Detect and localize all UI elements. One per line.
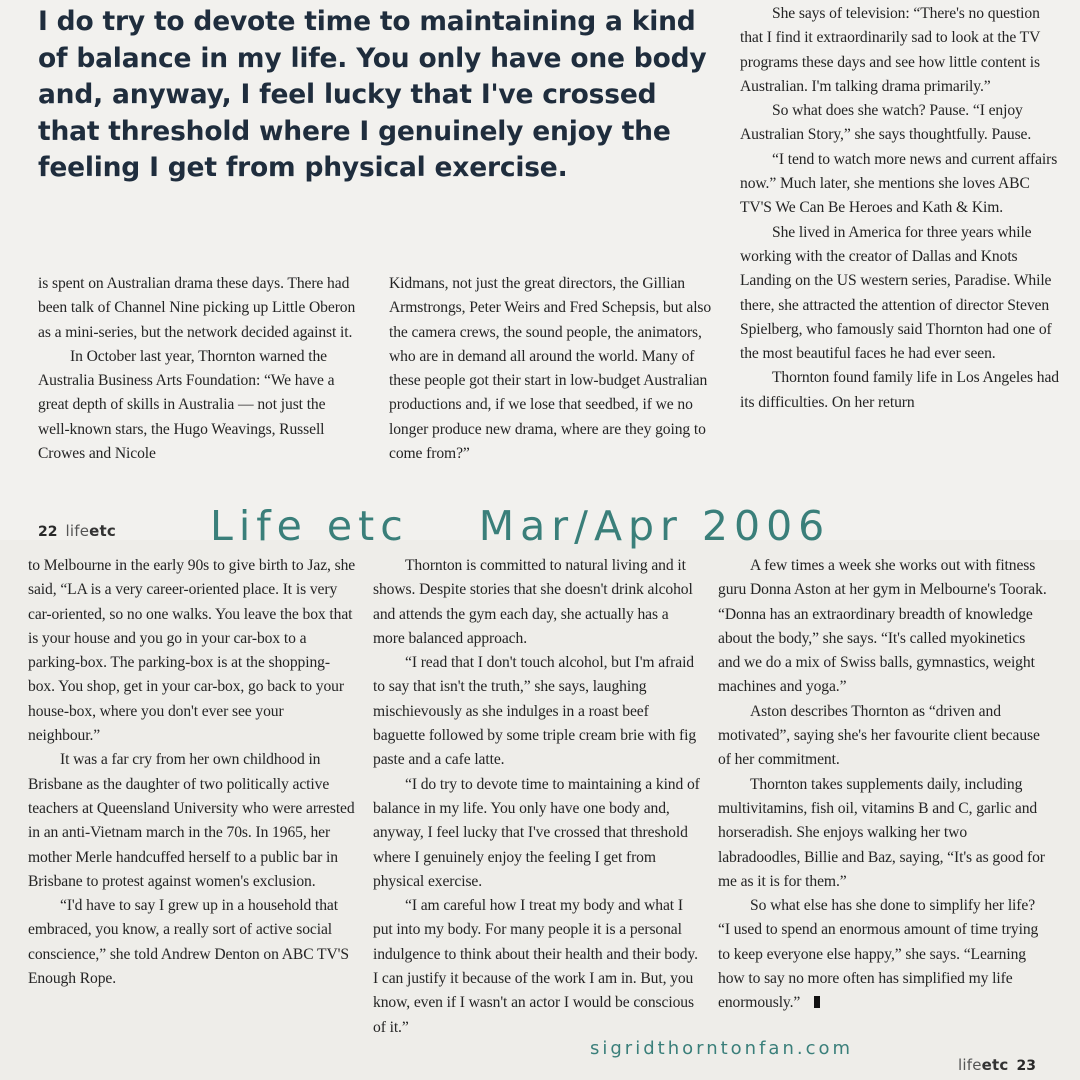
pull-quote: I do try to devote time to maintaining a kind of balance in my life. You only have one body and, anyway, I feel lucky that I've crossed that threshold where I genuinely enjoy the feeling I get from physical exercise. xyxy=(38,6,707,183)
paragraph: Thornton takes supplements daily, including multivitamins, fish oil, vitamins B and C, garlic and horseradish. She enjoys walking her two labradoodles, Billie and Baz, saying, “It's as good for me as it is for them.” xyxy=(718,775,1045,890)
end-of-article-mark xyxy=(814,996,820,1008)
folio-right xyxy=(958,1056,1036,1074)
paragraph: is spent on Australian drama these days. There had been talk of Channel Nine picking up Little Oberon as a mini-series, but the network decided against it. xyxy=(38,275,356,341)
paragraph: “I'd have to say I grew up in a household that embraced, you know, a really sort of active social conscience,” she told Andrew Denton on ABC TV'S Enough Rope. xyxy=(28,897,349,988)
website-watermark: sigridthorntonfan.com xyxy=(590,1038,854,1059)
top-column-3 xyxy=(740,2,1060,415)
paragraph: A few times a week she works out with fitness guru Donna Aston at her gym in Melbourne's Toorak. “Donna has an extraordinary breadth of knowledge about the body,” she says. “It's called myokinetics and we do a mix of Swiss balls, gymnastics, weight machines and yoga.” xyxy=(718,557,1047,696)
paragraph: In October last year, Thornton warned the Australia Business Arts Foundation: “We have a great depth of skills in Australia — not just the well-known stars, the Hugo Weavings, Russell Crowes and Nicole xyxy=(38,347,335,463)
paragraph: She lived in America for three years while working with the creator of Dallas and Knots Landing on the US western series, Paradise. While there, she attracted the attention of director Steven Spielberg, who famously said Thornton had one of the most beautiful faces he had ever seen. xyxy=(740,223,1052,363)
magazine-brand: lifeetc xyxy=(958,1056,1009,1074)
page-number: 23 xyxy=(1016,1058,1036,1074)
paragraph: Thornton found family life in Los Angeles had its difficulties. On her return xyxy=(740,369,1059,411)
paragraph: She says of television: “There's no question that I find it extraordinarily sad to look at the TV programs these days and see how little content is Australian. I'm talking drama primarily.” xyxy=(740,5,1040,95)
paragraph: to Melbourne in the early 90s to give birth to Jaz, she said, “LA is a very career-oriented place. It is very car-oriented, so no one walks. You leave the box that is your house and you go in your car-box to a parking-box. The parking-box is at the shopping-box. You shop, get in your car-box, go back to your house-box, where you don't ever see your neighbour.” xyxy=(28,557,356,745)
paragraph: Aston describes Thornton as “driven and motivated”, saying she's her favourite client because of her commitment. xyxy=(718,702,1040,769)
paragraph: So what does she watch? Pause. “I enjoy Australian Story,” she says thoughtfully. Pause. xyxy=(740,102,1032,144)
bottom-column-1 xyxy=(28,554,356,991)
magazine-title: Life etc xyxy=(210,502,409,550)
issue-date: Mar/Apr 2006 xyxy=(478,502,831,550)
paragraph: “I tend to watch more news and current affairs now.” Much later, she mentions she loves ABC TV'S We Can Be Heroes and Kath & Kim. xyxy=(740,150,1058,217)
paragraph: “I read that I don't touch alcohol, but I'm afraid to say that isn't the truth,” she says, laughing mischievously as she indulges in a roast beef baguette followed by some triple cream brie with fig paste and a cafe latte. xyxy=(373,654,697,769)
top-column-1 xyxy=(38,272,356,466)
paragraph: So what else has she done to simplify her life? “I used to spend an enormous amount of time trying to keep everyone else happy,” she says. “Learning how to say no more often has simplified my life enormously.” xyxy=(718,897,1039,1012)
paragraph: It was a far cry from her own childhood in Brisbane as the daughter of two politically active teachers at Queensland University who were arrested in an anti-Vietnam march in the 70s. In 1965, her mother Merle handcuffed herself to a public bar in Brisbane to protest against women's exclusion. xyxy=(28,751,355,890)
page-number: 22 xyxy=(38,524,58,540)
paragraph: Kidmans, not just the great directors, the Gillian Armstrongs, Peter Weirs and Fred Schepsis, but also the camera crews, the sound people, the animators, who are in demand all around the world. Many of these people got their start in low-budget Australian productions and, if we lose that seedbed, if we no longer produce new drama, where are they going to come from?” xyxy=(389,275,712,463)
paragraph: “I am careful how I treat my body and what I put into my body. For many people it is a personal indulgence to think about their health and their body. I can justify it because of the work I am in. But, you know, even if I wasn't an actor I would be conscious of it.” xyxy=(373,897,698,1036)
paragraph: Thornton is committed to natural living and it shows. Despite stories that she doesn't drink alcohol and attends the gym each day, she actually has a more balanced approach. xyxy=(373,557,693,647)
paragraph: “I do try to devote time to maintaining a kind of balance in my life. You only have one body and, anyway, I feel lucky that I've crossed that threshold where I genuinely enjoy the feeling I get from physical exercise. xyxy=(373,775,700,890)
issue-overlay xyxy=(210,498,990,554)
bottom-column-3 xyxy=(718,554,1048,1016)
top-column-2 xyxy=(389,272,725,466)
bottom-column-2 xyxy=(373,554,701,1040)
folio-left xyxy=(38,522,116,540)
magazine-brand: lifeetc xyxy=(65,522,116,540)
